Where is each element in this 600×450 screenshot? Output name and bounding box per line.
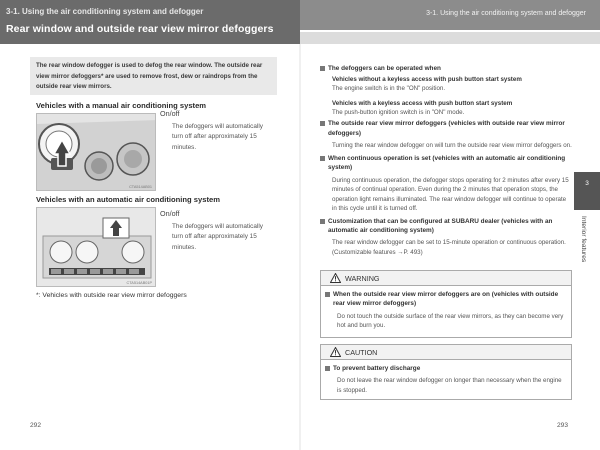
bullet-square xyxy=(320,66,325,71)
bullet-square xyxy=(325,292,330,297)
bullet-square xyxy=(320,219,325,224)
right-page-header xyxy=(300,0,600,44)
chapter-label-vertical xyxy=(578,216,588,286)
automatic-onoff-label: On/off xyxy=(160,209,180,218)
chapter-number: 3 xyxy=(585,180,589,187)
caution-heading: To prevent battery discharge xyxy=(333,365,421,372)
intro-text: The rear window defogger is used to defog the rear window. The outside rear view mirror defoggers* are used to remove frost, dew or raindrops from the outside rear view mirrors. xyxy=(36,62,263,90)
manual-figure-code: CTA514AB01 xyxy=(129,185,152,189)
section-heading: When continuous operation is set (vehicles with an automatic air conditioning system) xyxy=(328,154,566,172)
page-number-right: 293 xyxy=(557,422,569,429)
section-mirror-defoggers xyxy=(320,119,572,138)
left-page-header xyxy=(0,0,300,44)
right-header-rule xyxy=(300,32,600,44)
section-heading: The outside rear view mirror defoggers (vehicles with outside rear view mirror defoggers) xyxy=(328,120,565,137)
bullet-square xyxy=(320,156,325,161)
text-without-keyless: The engine switch is in the "ON" position. xyxy=(332,85,446,93)
manual-ac-panel-illustration xyxy=(37,114,156,191)
automatic-ac-figure xyxy=(36,207,156,287)
caution-text: Do not leave the rear window defogger on longer than necessary when the engine is stopped. xyxy=(337,377,562,394)
caution-header xyxy=(321,345,571,360)
manual-ac-heading: Vehicles with a manual air conditioning system xyxy=(36,101,207,110)
section-heading: Customization that can be configured at SUBARU dealer (vehicles with an automatic air conditioning system) xyxy=(328,217,553,234)
intro-box xyxy=(30,57,277,95)
manual-onoff-label: On/off xyxy=(160,109,180,118)
bullet-square xyxy=(320,121,325,126)
chapter-tab xyxy=(574,172,600,210)
text-continuous-operation: During continuous operation, the defogger stops operating for 2 minutes after every 15 minutes of continual operation. Even during the 2 minutes that operation stops, the operation light remains illuminated. The rear window defogger will continue to operate in this cycle until it is turned off. xyxy=(332,176,569,213)
warning-body xyxy=(321,286,571,335)
text-mirror-defoggers: Turning the rear window defogger on will turn the outside rear view mirror defoggers on. xyxy=(332,142,572,150)
footnote: *: Vehicles with outside rear view mirror defoggers xyxy=(36,292,187,299)
text-with-keyless: The push-button ignition switch is in "ON" mode. xyxy=(332,108,465,116)
text-customization: The rear window defogger can be set to 15-minute operation or continuous operation. (Customizable features →P. 493) xyxy=(332,239,566,256)
subhead-with-keyless: Vehicles with a keyless access with push button start system xyxy=(332,99,513,107)
section-customization xyxy=(320,217,572,236)
caution-box xyxy=(320,344,572,400)
warning-box xyxy=(320,270,572,338)
caution-body xyxy=(321,360,571,399)
automatic-ac-panel-illustration xyxy=(37,208,156,287)
right-column xyxy=(320,64,572,257)
caution-triangle-icon xyxy=(330,347,341,357)
warning-header xyxy=(321,271,571,286)
caution-heading-row xyxy=(325,364,567,373)
warning-label: WARNING xyxy=(345,274,380,283)
section-heading: The defoggers can be operated when xyxy=(328,65,441,72)
page-number-left: 292 xyxy=(30,422,42,429)
warning-text: Do not touch the outside surface of the rear view mirrors, as they can become very hot and burn you. xyxy=(337,312,564,330)
manual-ac-figure xyxy=(36,113,156,191)
automatic-figure-code: CTA514AB01P xyxy=(126,281,152,285)
automatic-description: The defoggers will automatically turn off after approximately 15 minutes. xyxy=(172,223,263,251)
subhead-without-keyless: Vehicles without a keyless access with push button start system xyxy=(332,76,522,84)
page-title: Rear window and outside rear view mirror defoggers xyxy=(6,23,274,35)
manual-description: The defoggers will automatically turn off after approximately 15 minutes. xyxy=(172,123,263,151)
section-continuous-operation xyxy=(320,154,572,173)
automatic-ac-heading: Vehicles with an automatic air conditioning system xyxy=(36,195,220,204)
warning-heading: When the outside rear view mirror defoggers are on (vehicles with outside rear view mirror defoggers) xyxy=(333,291,559,308)
right-section-title: 3-1. Using the air conditioning system and defogger xyxy=(426,10,586,17)
chapter-label: Interior features xyxy=(580,216,587,263)
warning-triangle-icon xyxy=(330,273,341,283)
warning-heading-row xyxy=(325,290,567,309)
bullet-square xyxy=(325,366,330,371)
caution-label: CAUTION xyxy=(345,348,378,357)
section-operated-when xyxy=(320,64,572,73)
page-gutter xyxy=(299,44,301,450)
left-section-title: 3-1. Using the air conditioning system and defogger xyxy=(6,7,204,16)
